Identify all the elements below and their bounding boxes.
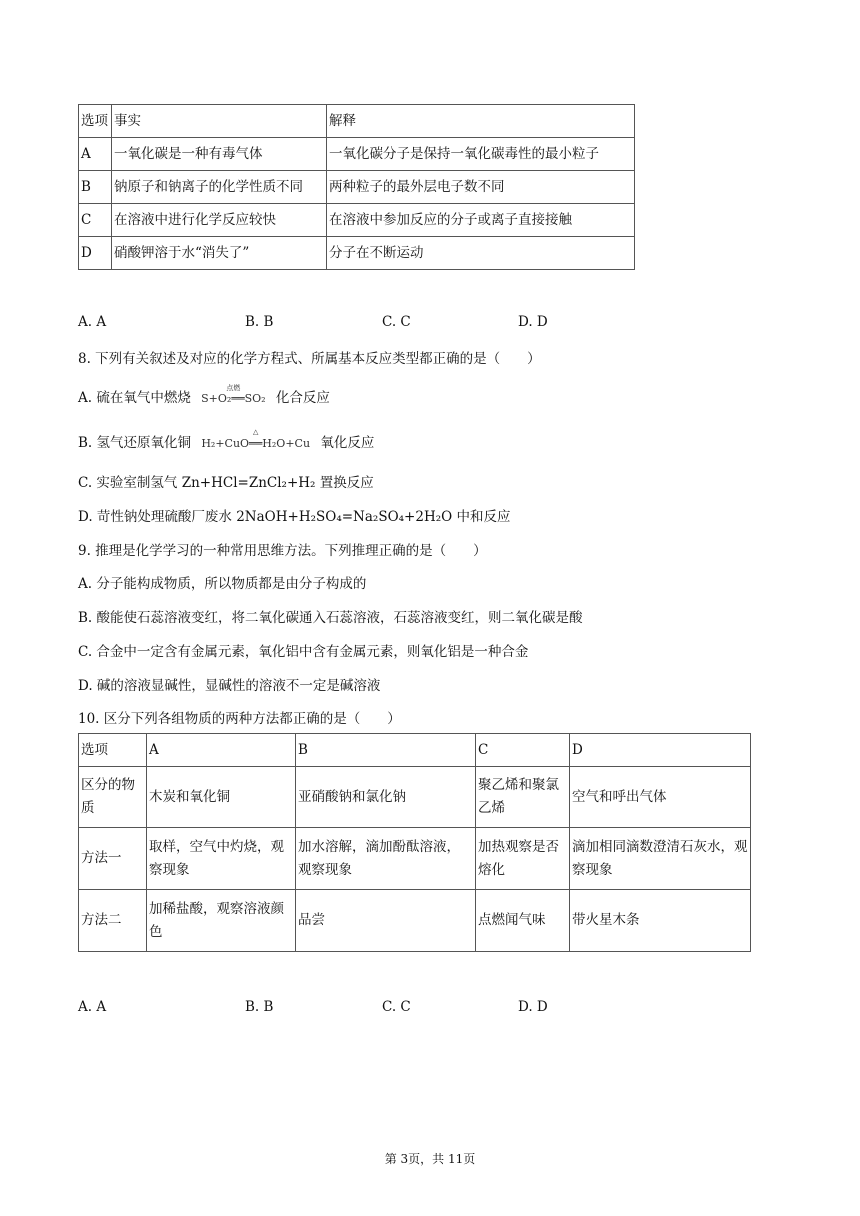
- table-cell: 在溶液中参加反应的分子或离子直接接触: [327, 204, 635, 237]
- option-b: B. B: [245, 999, 274, 1015]
- option-c: C. C: [382, 314, 411, 330]
- table-cell: 一氧化碳是一种有毒气体: [112, 138, 327, 171]
- table-row: [79, 138, 635, 171]
- table-cell: 方法二: [79, 890, 147, 952]
- table-cell: D: [79, 237, 112, 270]
- q8-b-formula: △ H₂+CuO══H₂O+Cu: [201, 428, 311, 450]
- table-cell: 分子在不断运动: [327, 237, 635, 270]
- q9-option-b: B. 酸能使石蕊溶液变红，将二氧化碳通入石蕊溶液，石蕊溶液变红，则二氧化碳是酸: [78, 610, 583, 626]
- table-cell: 两种粒子的最外层电子数不同: [327, 171, 635, 204]
- table-cell: 木炭和氧化铜: [147, 767, 296, 828]
- table-cell: 在溶液中进行化学反应较快: [112, 204, 327, 237]
- table-cell: 一氧化碳分子是保持一氧化碳毒性的最小粒子: [327, 138, 635, 171]
- page-footer: 第 3页，共 11页: [384, 1152, 476, 1166]
- table-cell: 品尝: [296, 890, 476, 952]
- table-row: [79, 890, 751, 952]
- table-cell: 方法一: [79, 828, 147, 890]
- table-cell: 带火星木条: [570, 890, 751, 952]
- q8-a-formula: 点燃 S+O₂══SO₂: [201, 384, 266, 405]
- table-cell: 点燃闻气味: [476, 890, 570, 952]
- table-cell: C: [79, 204, 112, 237]
- option-a: A. A: [78, 999, 107, 1015]
- q8-option-b: [78, 428, 375, 451]
- table-row: [79, 828, 751, 890]
- q8-b-condition: △: [252, 428, 259, 436]
- table-cell: 加热观察是否熔化: [476, 828, 570, 890]
- option-d: D. D: [518, 999, 548, 1015]
- table-cell: 聚乙烯和聚氯乙烯: [476, 767, 570, 828]
- table-header-cell: 选项: [79, 105, 112, 138]
- option-a: A. A: [78, 314, 107, 330]
- table-row: [79, 767, 751, 828]
- table-header-cell: C: [476, 734, 570, 767]
- facts-explanation-table: [78, 104, 635, 270]
- q8-option-a: [78, 386, 330, 406]
- table-row: [79, 171, 635, 204]
- table-header-cell: 事实: [112, 105, 327, 138]
- q8-option-d: D. 苛性钠处理硫酸厂废水 2NaOH+H₂SO₄=Na₂SO₄+2H₂O 中和反应: [78, 509, 511, 525]
- option-d: D. D: [518, 314, 548, 330]
- q8-option-c: C. 实验室制氢气 Zn+HCl=ZnCl₂+H₂ 置换反应: [78, 475, 374, 491]
- option-b: B. B: [245, 314, 274, 330]
- q9-option-d: D. 碱的溶液显碱性，显碱性的溶液不一定是碱溶液: [78, 678, 381, 694]
- table-cell: 加水溶解，滴加酚酞溶液，观察现象: [296, 828, 476, 890]
- q8-a-condition: 点燃: [226, 384, 241, 392]
- table-header-cell: 解释: [327, 105, 635, 138]
- table-header-cell: 选项: [79, 734, 147, 767]
- q8-b-text: B. 氢气还原氧化铜: [78, 435, 192, 451]
- q10-options: [78, 999, 678, 1019]
- table-cell: 区分的物质: [79, 767, 147, 828]
- q8-stem: 8. 下列有关叙述及对应的化学方程式、所属基本反应类型都正确的是（ ）: [78, 351, 541, 367]
- table-cell: 钠原子和钠离子的化学性质不同: [112, 171, 327, 204]
- q10-stem: 10. 区分下列各组物质的两种方法都正确的是（ ）: [78, 711, 401, 727]
- table-row: [79, 237, 635, 270]
- table-header-cell: A: [147, 734, 296, 767]
- table-header-cell: D: [570, 734, 751, 767]
- methods-table: [78, 733, 751, 952]
- table-cell: A: [79, 138, 112, 171]
- q8-a-text: A. 硫在氧气中燃烧: [78, 390, 191, 406]
- table-cell: 滴加相同滴数澄清石灰水，观察现象: [570, 828, 751, 890]
- q8-a-type: 化合反应: [275, 390, 330, 406]
- table-cell: 亚硝酸钠和氯化钠: [296, 767, 476, 828]
- table-row: [79, 204, 635, 237]
- q8-b-type: 氧化反应: [320, 435, 375, 451]
- table-header-row: [79, 734, 751, 767]
- option-c: C. C: [382, 999, 411, 1015]
- q9-option-a: A. 分子能构成物质，所以物质都是由分子构成的: [78, 576, 367, 592]
- table-cell: 硝酸钾溶于水“消失了”: [112, 237, 327, 270]
- table-header-row: [79, 105, 635, 138]
- table-cell: 空气和呼出气体: [570, 767, 751, 828]
- table-cell: 取样，空气中灼烧，观察现象: [147, 828, 296, 890]
- q7-options: [78, 314, 678, 334]
- table-header-cell: B: [296, 734, 476, 767]
- q9-stem: 9. 推理是化学学习的一种常用思维方法。下列推理正确的是（ ）: [78, 543, 487, 559]
- table-cell: B: [79, 171, 112, 204]
- table-cell: 加稀盐酸，观察溶液颜色: [147, 890, 296, 952]
- q9-option-c: C. 合金中一定含有金属元素，氧化铝中含有金属元素，则氧化铝是一种合金: [78, 644, 529, 660]
